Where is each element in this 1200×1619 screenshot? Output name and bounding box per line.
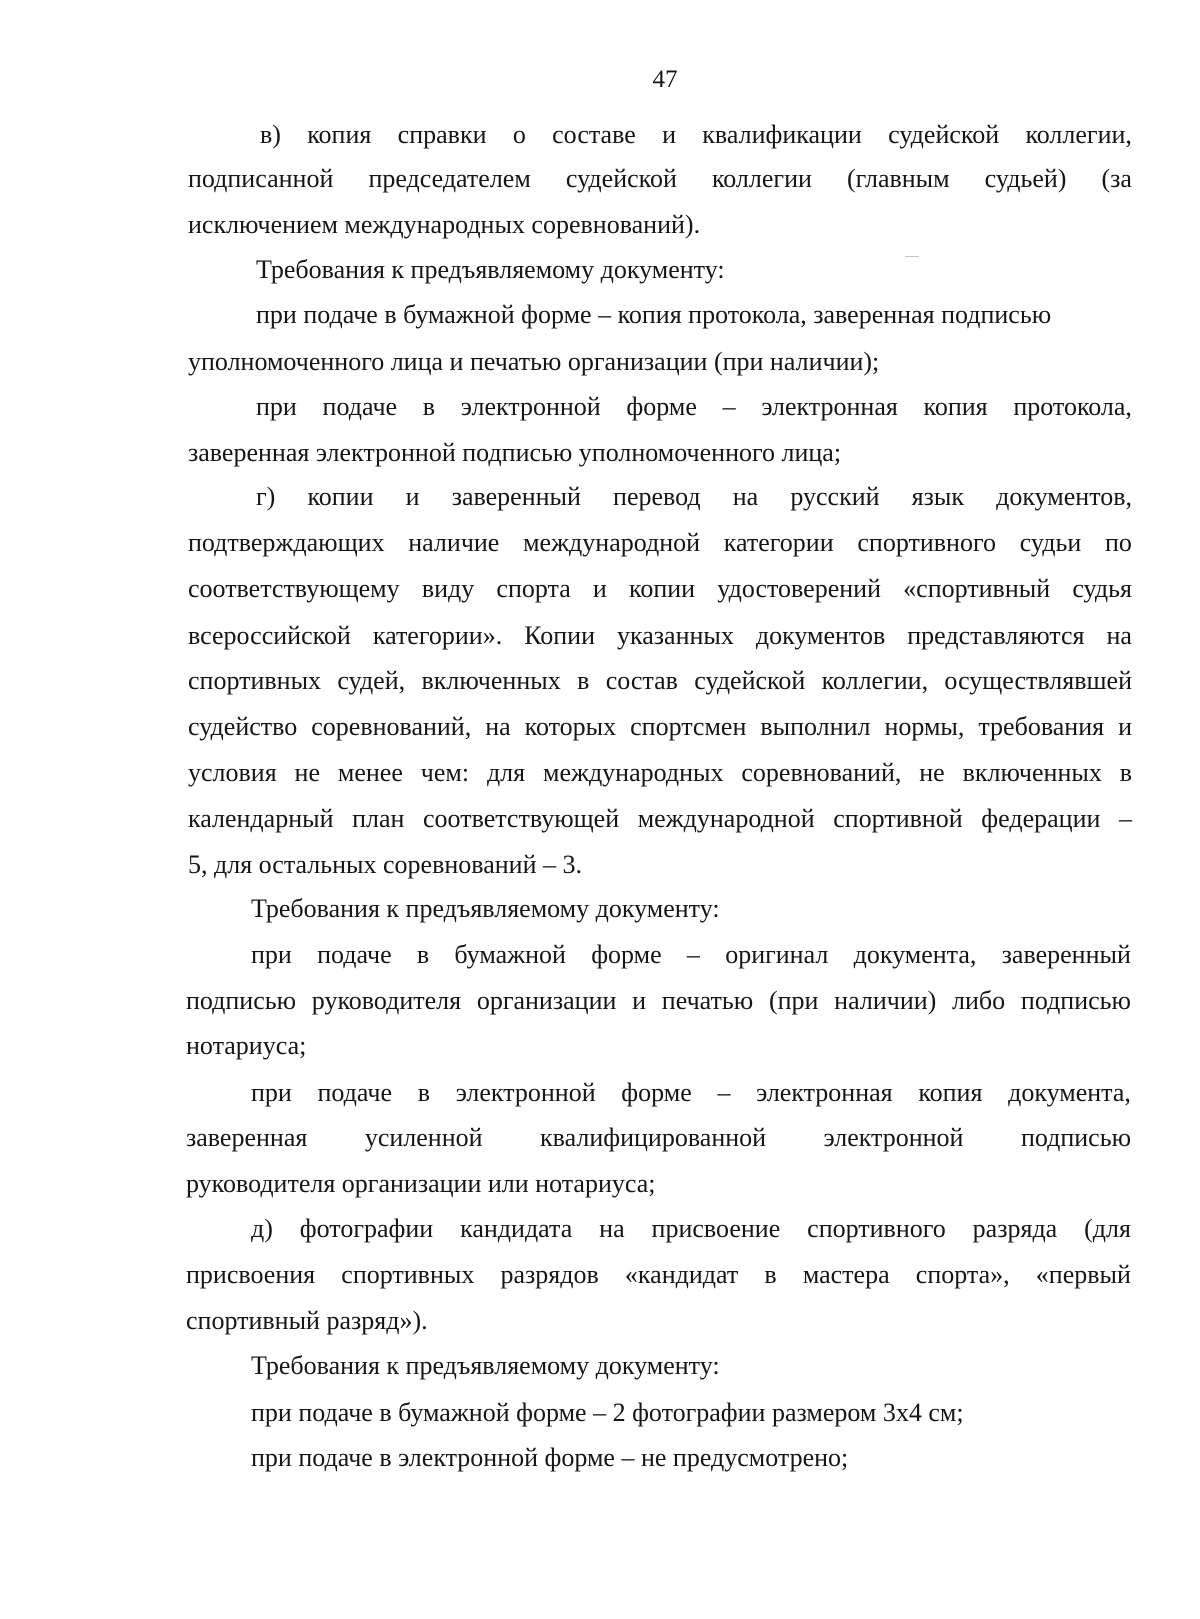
word: международной (523, 528, 701, 557)
text-line (188, 803, 1132, 835)
word: судейской (888, 120, 1000, 149)
text-line (256, 391, 1132, 423)
text-line (188, 711, 1132, 743)
text-line: Требования к предъявляемому документу: (251, 1351, 720, 1380)
word: на (599, 1214, 625, 1243)
word: подписью (186, 986, 297, 1015)
word: электронная (761, 392, 898, 421)
word: и (1118, 712, 1132, 741)
word: не (919, 758, 945, 787)
word: заверенная (186, 1123, 308, 1152)
word: на (732, 482, 759, 511)
word: либо (952, 986, 1006, 1015)
word: представляются (907, 621, 1085, 650)
word: международной (637, 804, 815, 833)
word: в (422, 392, 436, 421)
word: – (1118, 804, 1132, 833)
word: русский (790, 482, 880, 511)
word: при (251, 1078, 292, 1107)
word: электронной (823, 1123, 964, 1152)
word: оригинал (725, 940, 829, 969)
text-line (188, 573, 1132, 605)
word: коллегии, (821, 666, 929, 695)
word: календарный (188, 804, 334, 833)
word: спортсмен (630, 712, 747, 741)
word: коллегии, (1025, 120, 1132, 149)
word: подписью (1020, 986, 1131, 1015)
word: разряда (972, 1214, 1058, 1243)
word: в (577, 666, 590, 695)
text-line: уполномоченного лица и печатью организации (при наличии); (188, 347, 880, 376)
text-line (251, 1077, 1131, 1109)
word: включенных (962, 758, 1102, 787)
word: квалификации (702, 120, 862, 149)
word: мастера (802, 1260, 890, 1289)
word: форме (621, 1078, 692, 1107)
word: подписью (1020, 1123, 1131, 1152)
word: международных (542, 758, 724, 787)
word: соответствующей (423, 804, 620, 833)
text-line (188, 620, 1132, 652)
word: в (764, 1260, 777, 1289)
word: которых (524, 712, 617, 741)
text-line (186, 985, 1131, 1017)
text-line (256, 481, 1132, 513)
word: д) (251, 1214, 273, 1243)
word: удостоверений (717, 574, 881, 603)
word: чем: (420, 758, 470, 787)
word: и (662, 120, 676, 149)
word: подаче (317, 1078, 393, 1107)
word: соревнований, (311, 712, 472, 741)
text-line (188, 757, 1132, 789)
word: документов (755, 621, 886, 650)
word: копия (307, 120, 372, 149)
word: (при (768, 986, 819, 1015)
word: в (416, 940, 430, 969)
word: составе (552, 120, 636, 149)
word: усиленной (364, 1123, 483, 1152)
word: судейской (565, 164, 677, 193)
word: нормы, (884, 712, 965, 741)
word: «первый (1035, 1260, 1131, 1289)
word: справки (397, 120, 487, 149)
word: заверенный (451, 482, 581, 511)
word: соответствующему (188, 574, 400, 603)
word: (за (1101, 164, 1132, 193)
text-line (186, 1259, 1131, 1291)
word: фотографии (299, 1214, 434, 1243)
word: заверенный (1001, 940, 1131, 969)
word: виду (421, 574, 475, 603)
word: не (294, 758, 321, 787)
word: спорта», (915, 1260, 1010, 1289)
text-line (251, 939, 1131, 971)
word: копии (629, 574, 696, 603)
word: федерации (981, 804, 1101, 833)
word: квалифицированной (540, 1123, 767, 1152)
word: документа, (1008, 1078, 1131, 1107)
word: в) (260, 120, 281, 149)
word: спортивного (857, 528, 996, 557)
word: всероссийской (188, 621, 351, 650)
word: подаче (322, 392, 398, 421)
word: – (717, 1078, 731, 1107)
word: организации (476, 986, 617, 1015)
text-line (186, 1122, 1131, 1154)
word: форме (626, 392, 697, 421)
word: «спортивный (903, 574, 1051, 603)
word: при (256, 392, 297, 421)
word: документа, (853, 940, 977, 969)
word: состав (605, 666, 678, 695)
word: в (1119, 758, 1132, 787)
text-line: Требования к предъявляемому документу: (256, 255, 725, 284)
word: соревнований, (741, 758, 902, 787)
word: язык (911, 482, 965, 511)
word: выполнил (760, 712, 871, 741)
word: менее (337, 758, 403, 787)
word: при (251, 940, 292, 969)
word: копии (307, 482, 374, 511)
word: г) (256, 482, 276, 511)
text-line: при подаче в бумажной форме – 2 фотографии размером 3х4 см; (251, 1398, 964, 1427)
page-number: 47 (652, 66, 678, 93)
word: копия (923, 392, 988, 421)
text-line (188, 527, 1132, 559)
word: документов, (996, 482, 1132, 511)
word: и (632, 986, 647, 1015)
word: осуществлявшей (944, 666, 1132, 695)
word: и (405, 482, 420, 511)
word: спортивной (833, 804, 963, 833)
word: судей, (337, 666, 406, 695)
word: подаче (317, 940, 392, 969)
text-line (260, 119, 1132, 151)
word: на (1106, 621, 1132, 650)
word: председателем (368, 164, 531, 193)
text-line: Требования к предъявляемому документу: (251, 894, 720, 923)
word: руководителя (311, 986, 462, 1015)
word: судьи (1019, 528, 1082, 557)
word: категории». (372, 621, 503, 650)
word: план (352, 804, 405, 833)
word: коллегии (711, 164, 812, 193)
word: электронной (455, 1078, 596, 1107)
word: – (686, 940, 700, 969)
word: спортивных (341, 1260, 475, 1289)
word: условия (188, 758, 277, 787)
word: судья (1072, 574, 1132, 603)
text-line (188, 163, 1132, 195)
word: электронная (756, 1078, 893, 1107)
word: бумажной (454, 940, 566, 969)
word: кандидата (460, 1214, 573, 1243)
text-line: при подаче в электронной форме – не предусмотрено; (251, 1443, 849, 1472)
word: спортивных (188, 666, 322, 695)
word: и (592, 574, 607, 603)
word: Копии (524, 621, 595, 650)
word: присвоения (186, 1260, 316, 1289)
word: печатью (661, 986, 754, 1015)
word: включенных (421, 666, 561, 695)
text-line: руководителя организации или нотариуса; (186, 1169, 656, 1198)
word: судейской (694, 666, 806, 695)
word: копия (918, 1078, 983, 1107)
text-line: нотариуса; (186, 1031, 307, 1060)
text-line: спортивный разряд»). (186, 1306, 428, 1335)
word: судейство (188, 712, 298, 741)
word: требования (978, 712, 1105, 741)
word: «кандидат (624, 1260, 739, 1289)
word: подписанной (188, 164, 334, 193)
word: судьей) (984, 164, 1067, 193)
word: спорта (496, 574, 571, 603)
text-line: при подаче в бумажной форме – копия протокола, заверенная подписью (256, 300, 1052, 329)
word: – (722, 392, 736, 421)
text-line (188, 665, 1132, 697)
word: наличии) (834, 986, 937, 1015)
word: наличие (408, 528, 500, 557)
word: спортивного (807, 1214, 946, 1243)
word: протокола, (1013, 392, 1132, 421)
word: по (1105, 528, 1132, 557)
word: для (486, 758, 526, 787)
word: присвоение (651, 1214, 781, 1243)
word: (главным (846, 164, 950, 193)
text-line (251, 1213, 1131, 1245)
word: перевод (613, 482, 701, 511)
text-line: исключением международных соревнований). (188, 210, 701, 239)
word: электронной (460, 392, 601, 421)
word: разрядов (500, 1260, 599, 1289)
word: подтверждающих (188, 528, 385, 557)
word: (для (1084, 1214, 1131, 1243)
word: о (512, 120, 526, 149)
scan-mark (905, 256, 919, 257)
word: на (485, 712, 511, 741)
word: в (417, 1078, 430, 1107)
word: категории (723, 528, 834, 557)
text-line: заверенная электронной подписью уполномоченного лица; (188, 438, 842, 467)
word: форме (591, 940, 662, 969)
word: указанных (617, 621, 734, 650)
text-line: 5, для остальных соревнований – 3. (188, 850, 582, 879)
